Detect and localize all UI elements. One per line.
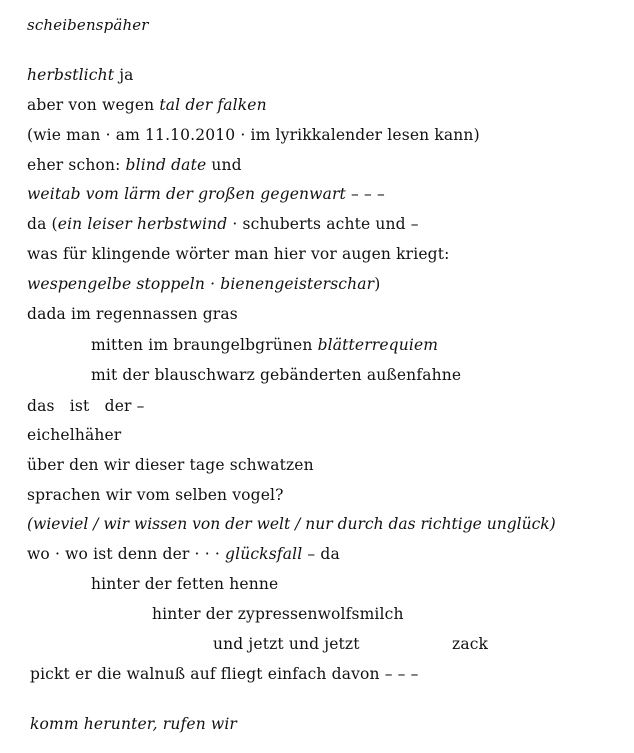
poem-line	[91, 365, 461, 385]
poem-line	[27, 125, 480, 145]
italic-segment: weitab vom lärm der großen gegenwart	[27, 185, 346, 203]
text-segment: dada im regennassen gras	[27, 305, 238, 323]
italic-segment: herbstlicht	[27, 66, 115, 84]
text-segment: hinter der fetten henne	[91, 575, 279, 593]
text-segment: aber von wegen	[27, 96, 160, 114]
text-segment: – – –	[345, 185, 385, 203]
poem-line	[27, 514, 556, 534]
poem-line	[27, 544, 340, 564]
poem-line	[27, 304, 238, 324]
poem-line	[27, 485, 284, 505]
poem-line	[27, 95, 267, 115]
italic-segment: komm herunter, rufen wir	[30, 715, 237, 733]
italic-segment: (wieviel / wir wissen von der welt / nur durch das richtige unglück)	[27, 515, 556, 533]
poem-line	[27, 214, 419, 234]
text-segment: pickt er die walnuß auf fliegt einfach davon – – –	[30, 665, 419, 683]
poem-line	[27, 65, 134, 85]
text-segment: über den wir dieser tage schwatzen	[27, 456, 314, 474]
text-segment: sprachen wir vom selben vogel?	[27, 486, 284, 504]
text-segment: ja	[114, 66, 134, 84]
poem-line	[27, 455, 314, 475]
poem-line	[91, 574, 278, 594]
poem-line	[27, 244, 450, 264]
text-segment: und jetzt und jetzt	[213, 635, 360, 653]
text-segment: – da	[302, 545, 340, 563]
poem-line	[27, 396, 145, 416]
text-segment: (wie man · am 11.10.2010 · im lyrikkalender lesen kann)	[27, 126, 480, 144]
poem-line	[213, 634, 360, 654]
text-segment: )	[374, 275, 381, 293]
italic-segment: ein leiser herbstwind	[57, 215, 228, 233]
text-segment: wo · wo ist denn der · · ·	[27, 545, 226, 563]
italic-segment: tal der falken	[159, 96, 267, 114]
poem-line	[27, 184, 385, 204]
text-segment: mit der blauschwarz gebänderten außenfahne	[91, 366, 462, 384]
poem-line	[27, 155, 242, 175]
text-segment: · schuberts achte und –	[227, 215, 419, 233]
poem-line	[30, 664, 419, 684]
poem-title: scheibenspäher	[27, 16, 149, 34]
text-segment: was für klingende wörter man hier vor augen kriegt:	[27, 245, 450, 263]
text-segment: und	[206, 156, 242, 174]
italic-segment: blätterrequiem	[317, 336, 439, 354]
poem-line	[152, 604, 404, 624]
italic-segment: blind date	[125, 156, 207, 174]
poem-line	[27, 274, 380, 294]
poem-line	[452, 634, 488, 654]
text-segment: hinter der zypressenwolfsmilch	[152, 605, 404, 623]
text-segment: da (	[27, 215, 58, 233]
italic-segment: wespengelbe stoppeln · bienengeisterschar	[27, 275, 375, 293]
text-segment: eher schon:	[27, 156, 126, 174]
text-segment: das ist der –	[27, 397, 145, 415]
text-segment: mitten im braungelbgrünen	[91, 336, 318, 354]
poem-line	[91, 335, 438, 355]
text-segment: eichelhäher	[27, 426, 122, 444]
text-segment: zack	[452, 635, 489, 653]
poem-line	[30, 714, 237, 734]
italic-segment: glücksfall	[225, 545, 303, 563]
poem-line	[27, 425, 121, 445]
